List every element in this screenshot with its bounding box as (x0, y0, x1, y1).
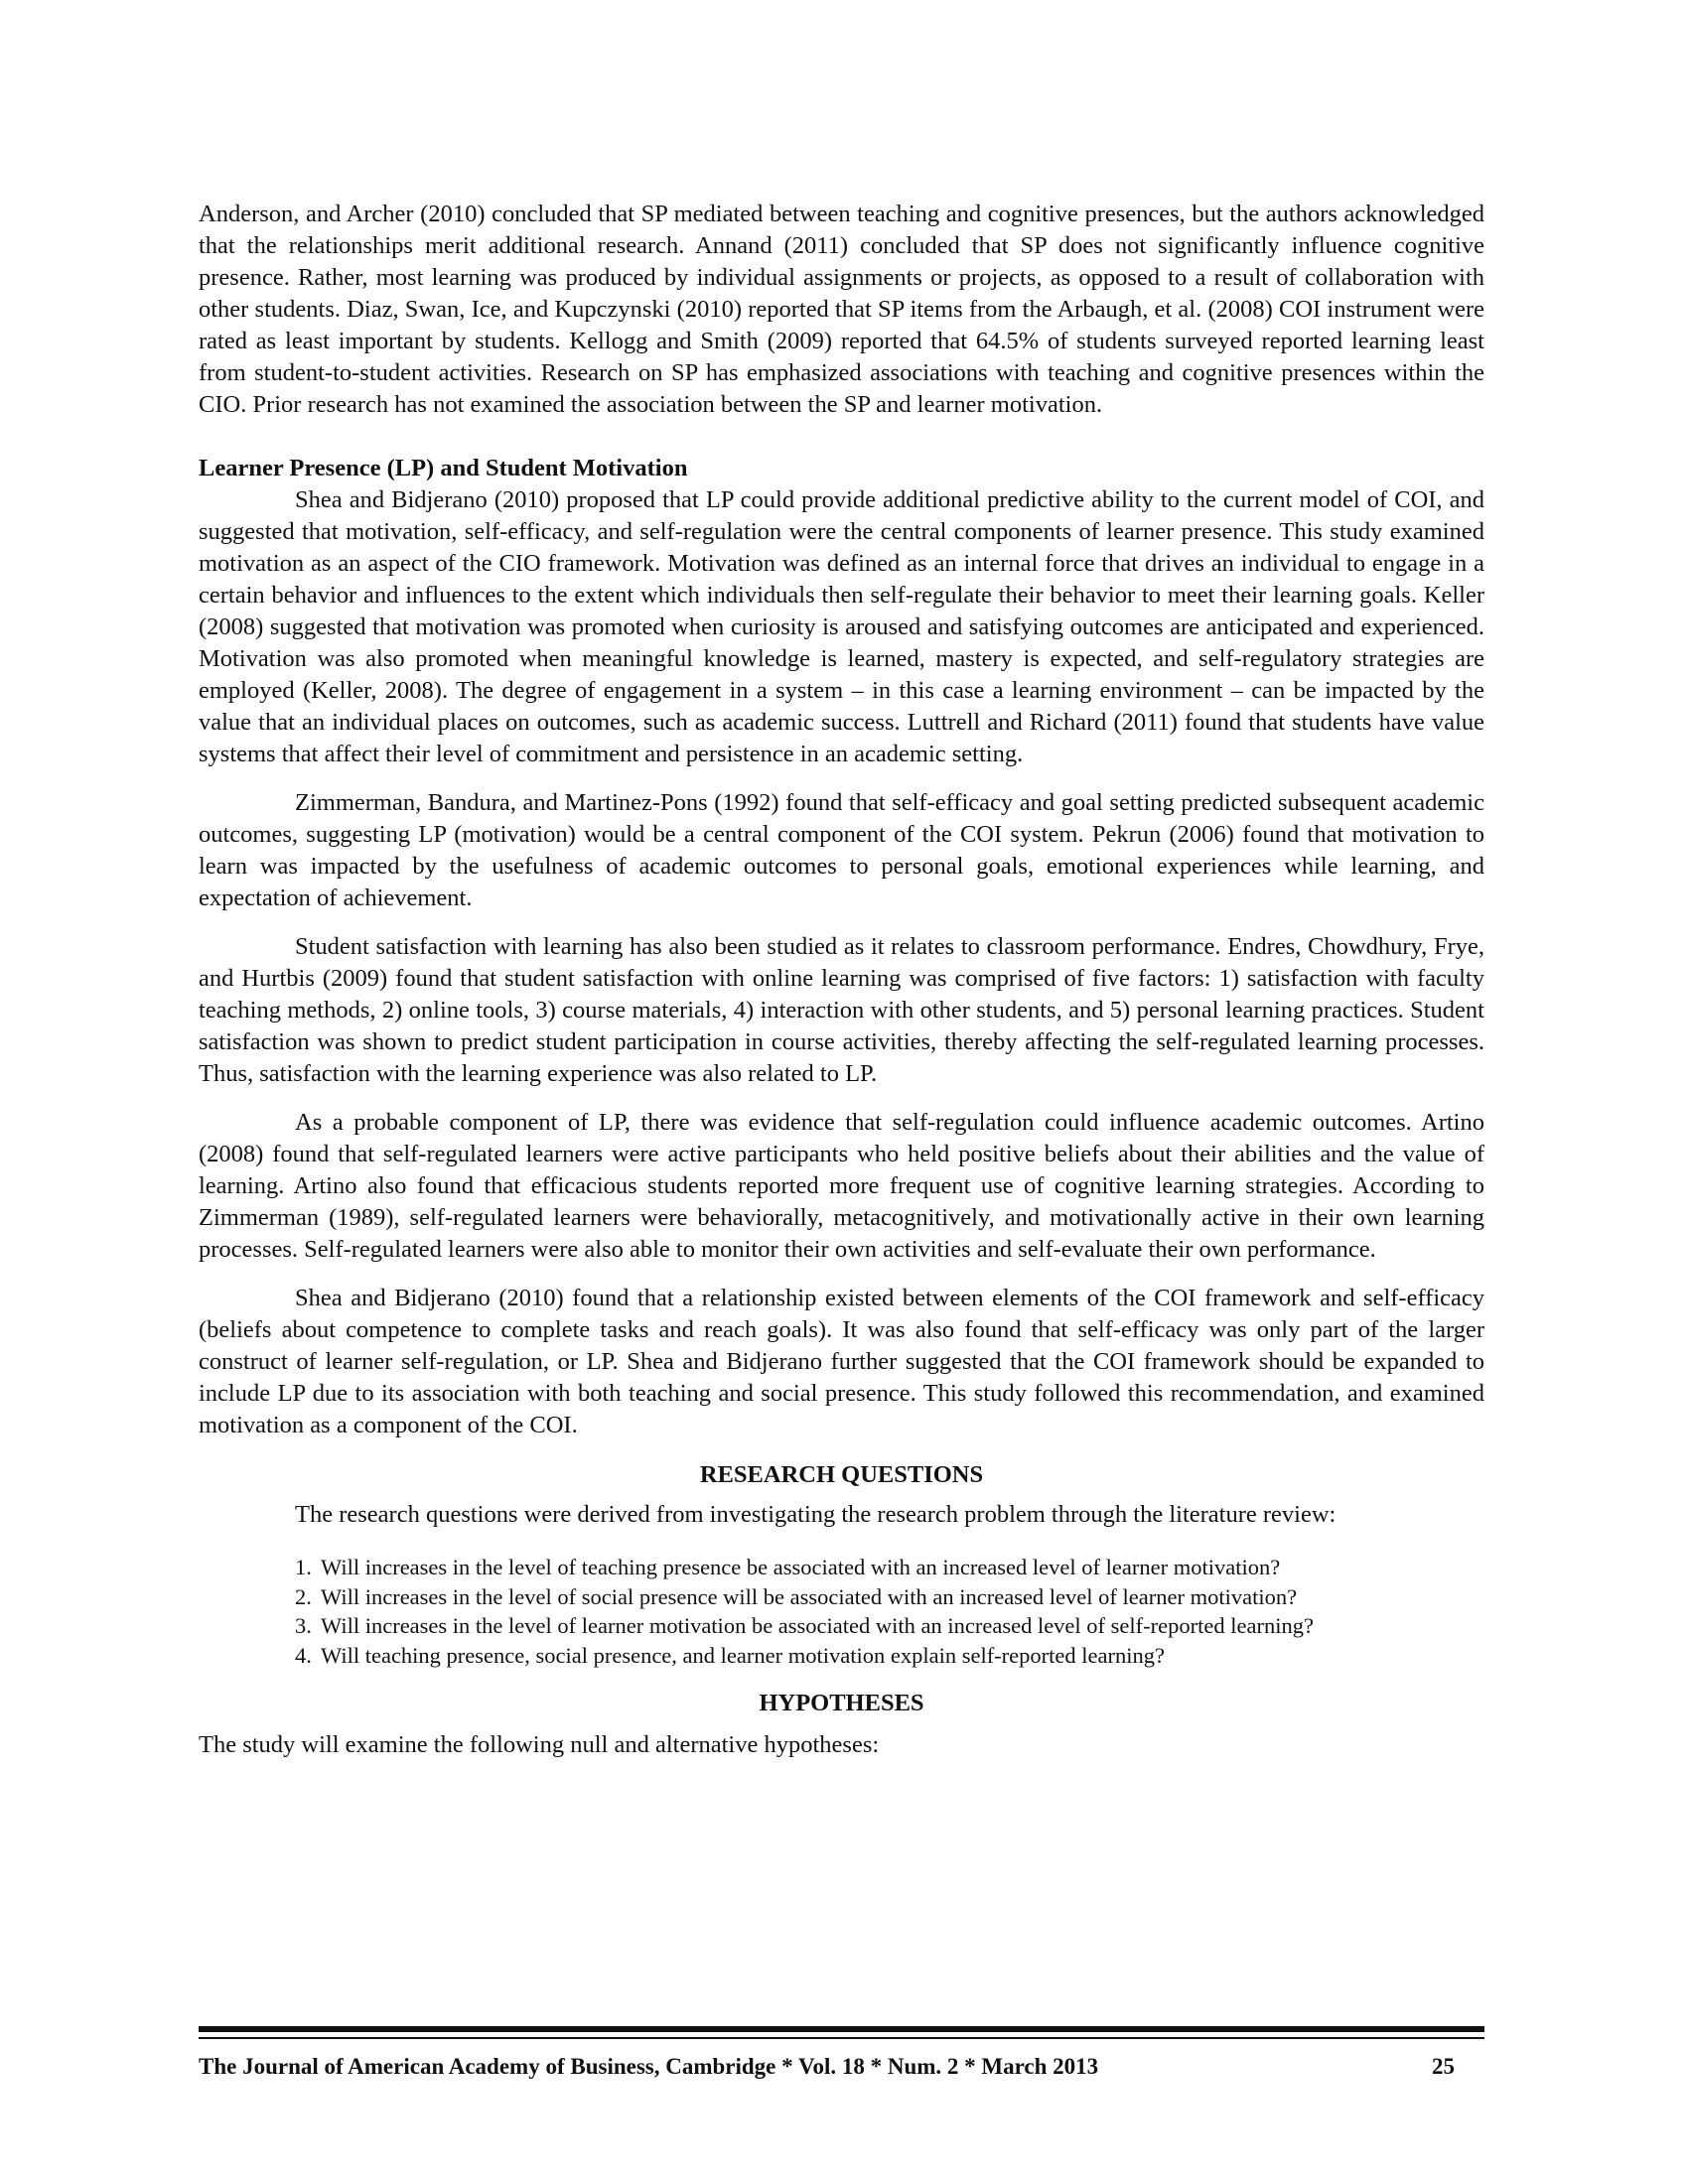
list-item-number: 4. (295, 1642, 312, 1668)
footer-divider-thin (199, 2037, 1484, 2039)
research-questions-list (199, 1553, 1484, 1670)
hypotheses-intro: The study will examine the following null and alternative hypotheses: (199, 1731, 880, 1758)
list-item-text: Will increases in the level of learner motivation be associated with an increased level of self-reported learning? (321, 1613, 1314, 1638)
research-questions-intro: The research questions were derived from investigating the research problem through the literature review: (295, 1501, 1336, 1528)
section-subheading-learner-presence: Learner Presence (LP) and Student Motivation (199, 455, 688, 481)
footer-divider-thick (199, 2026, 1484, 2032)
paragraph-lp-4: As a probable component of LP, there was evidence that self-regulation could influence academic outcomes. Artino (2008) found that self-regulated learners were active participants who held positive beliefs about their abilities and the value of learning. Artino also found that efficacious students reported more frequent use of cognitive learning strategies. According to Zimmerman (1989), self-regulated learners were behaviorally, metacognitively, and motivationally active in their own learning processes. Self-regulated learners were also able to monitor their own activities and self-evaluate their own performance. (199, 1109, 1484, 1263)
list-item-text: Will teaching presence, social presence, and learner motivation explain self-reported learning? (321, 1642, 1165, 1668)
heading-research-questions: RESEARCH QUESTIONS (699, 1461, 984, 1488)
paragraph-lp-3: Student satisfaction with learning has also been studied as it relates to classroom performance. Endres, Chowdhury, Frye, and Hurtbis (2009) found that student satisfaction with online learning was comprised of five factors: 1) satisfaction with faculty teaching methods, 2) online tools, 3) course materials, 4) interaction with other students, and 5) personal learning practices. Student satisfaction was shown to predict student participation in course activities, thereby affecting the self-regulated learning processes. Thus, satisfaction with the learning experience was also related to LP. (199, 933, 1484, 1087)
heading-hypotheses: HYPOTHESES (759, 1690, 924, 1716)
list-item (199, 1641, 1484, 1671)
footer-journal-citation: The Journal of American Academy of Business, Cambridge * Vol. 18 * Num. 2 * March 2013 (199, 2054, 1099, 2079)
page-number: 25 (1432, 2054, 1455, 2079)
list-item (199, 1553, 1484, 1582)
list-item-number: 1. (295, 1555, 312, 1579)
paragraph-lp-1: Shea and Bidjerano (2010) proposed that LP could provide additional predictive ability to the current model of COI, and suggested that motivation, self-efficacy, and self-regulation were the central components of learner presence. This study examined motivation as an aspect of the CIO framework. Motivation was defined as an internal force that drives an individual to engage in a certain behavior and influences to the extent which individuals then self-regulate their behavior to meet their learning goals. Keller (2008) suggested that motivation was promoted when curiosity is aroused and satisfying outcomes are anticipated and experienced. Motivation was also promoted when meaningful knowledge is learned, mastery is expected, and self-regulatory strategies are employed (Keller, 2008). The degree of engagement in a system – in this case a learning environment – can be impacted by the value that an individual places on outcomes, such as academic success. Luttrell and Richard (2011) found that students have value systems that affect their level of commitment and persistence in an academic setting. (199, 486, 1484, 767)
paragraph-intro: Anderson, and Archer (2010) concluded that SP mediated between teaching and cognitive presences, but the authors acknowledged that the relationships merit additional research. Annand (2011) concluded that SP does not significantly influence cognitive presence. Rather, most learning was produced by individual assignments or projects, as opposed to a result of collaboration with other students. Diaz, Swan, Ice, and Kupczynski (2010) reported that SP items from the Arbaugh, et al. (2008) COI instrument were rated as least important by students. Kellogg and Smith (2009) reported that 64.5% of students surveyed reported learning least from student-to-student activities. Research on SP has emphasized associations with teaching and cognitive presences within the CIO. Prior research has not examined the association between the SP and learner motivation. (199, 201, 1484, 418)
page-body (199, 199, 1484, 1761)
list-item (199, 1611, 1484, 1641)
list-item-text: Will increases in the level of teaching presence be associated with an increased level of learner motivation? (321, 1555, 1281, 1579)
page-footer (199, 2051, 1484, 2083)
paragraph-lp-5: Shea and Bidjerano (2010) found that a relationship existed between elements of the COI framework and self-efficacy (beliefs about competence to complete tasks and reach goals). It was also found that self-efficacy was only part of the larger construct of learner self-regulation, or LP. Shea and Bidjerano further suggested that the COI framework should be expanded to include LP due to its association with both teaching and social presence. This study followed this recommendation, and examined motivation as a component of the COI. (199, 1285, 1484, 1438)
list-item (199, 1582, 1484, 1612)
list-item-text: Will increases in the level of social presence will be associated with an increased level of learner motivation? (321, 1583, 1298, 1609)
list-item-number: 2. (295, 1583, 312, 1609)
list-item-number: 3. (295, 1613, 312, 1638)
paragraph-lp-2: Zimmerman, Bandura, and Martinez-Pons (1992) found that self-efficacy and goal setting predicted subsequent academic outcomes, suggesting LP (motivation) would be a central component of the COI system. Pekrun (2006) found that motivation to learn was impacted by the usefulness of academic outcomes to personal goals, emotional experiences while learning, and expectation of achievement. (199, 789, 1484, 911)
